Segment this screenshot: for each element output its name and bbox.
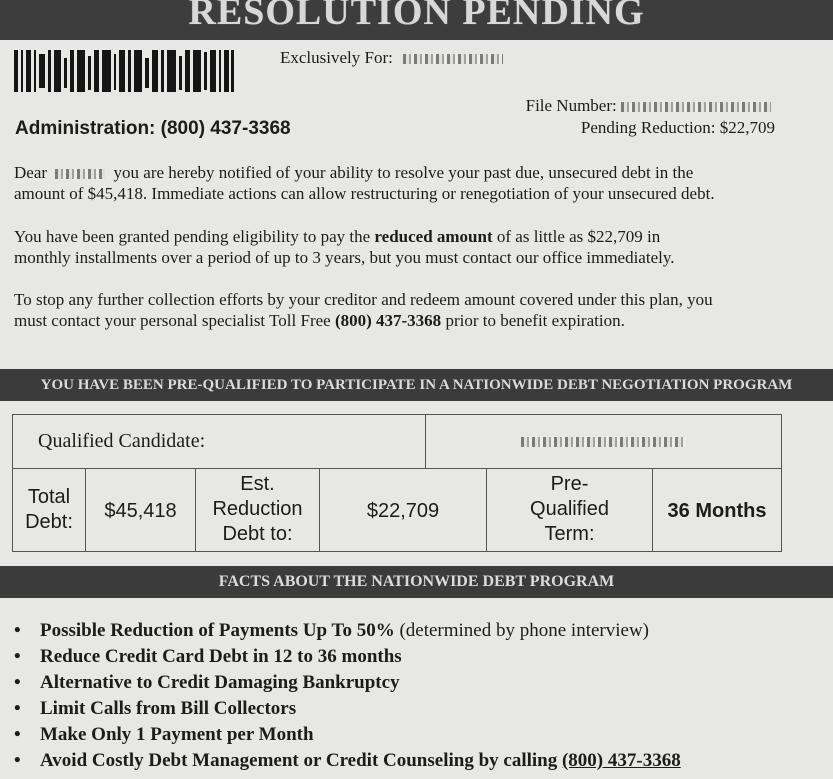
reduced-amount-emphasis: reduced amount <box>374 227 493 246</box>
total-debt-label-line-2: Debt: <box>25 511 73 533</box>
fact-5: Make Only 1 Payment per Month <box>40 724 314 745</box>
file-number <box>526 96 771 116</box>
list-item <box>14 698 824 724</box>
file-number-label: File Number: <box>525 96 617 115</box>
candidate-label: Qualified Candidate: <box>38 430 206 452</box>
candidate-name-cell <box>425 414 782 469</box>
fact-1: Possible Reduction of Payments Up To 50% <box>40 620 395 641</box>
list-item-text <box>40 620 649 642</box>
total-debt-value: $45,418 <box>104 500 177 522</box>
est-reduction-label-line-1: Est. <box>240 473 275 495</box>
list-item <box>14 620 824 646</box>
pending-reduction <box>581 118 775 138</box>
prequalified-term-label-line-1: Pre- <box>550 473 589 495</box>
facts-list <box>14 620 824 776</box>
title-band <box>0 0 833 40</box>
redacted-name <box>403 54 503 64</box>
est-reduction-label-line-2: Reduction <box>212 498 303 520</box>
barcode-image <box>12 48 236 94</box>
paragraph-3-line-1: To stop any further collection efforts by your creditor and redeem amount covered under this plan, you <box>14 290 713 309</box>
paragraph-3-part-1: must contact your personal specialist Toll Free <box>14 311 331 330</box>
fact-6-phone: (800) 437-3368 <box>561 750 681 771</box>
prequalified-term-label-line-3: Term: <box>544 523 595 545</box>
exclusively-for-label: Exclusively For: <box>280 48 393 67</box>
bullet-icon: • <box>14 724 21 745</box>
page-title: RESOLUTION PENDING <box>188 0 645 33</box>
bullet-icon: • <box>14 750 21 771</box>
total-debt-label-line-1: Total <box>27 486 71 508</box>
toll-free-phone: (800) 437-3368 <box>334 311 442 330</box>
total-debt-label <box>13 485 85 535</box>
paragraph-1 <box>14 162 774 204</box>
candidate-label-cell <box>12 414 426 469</box>
paragraph-1-line-2: amount of $45,418. Immediate actions can allow restructuring or renegotiation of your unsecured debt. <box>14 184 715 203</box>
facts-banner <box>0 566 833 598</box>
paragraph-2-line-2: monthly installments over a period of up to 3 years, but you must contact our office immediately. <box>14 248 675 267</box>
paragraph-3 <box>14 289 774 331</box>
list-item <box>14 724 824 750</box>
salutation: Dear <box>14 163 48 182</box>
est-reduction-label-cell <box>195 468 320 552</box>
prequalified-term-value: 36 Months <box>667 500 767 522</box>
pending-reduction-label: Pending Reduction: <box>580 118 716 137</box>
list-item-text <box>40 750 681 772</box>
est-reduction-value: $22,709 <box>366 500 440 522</box>
fact-6: Avoid Costly Debt Management or Credit Counseling by calling <box>40 750 558 771</box>
est-reduction-label-line-3: Debt to: <box>222 523 293 545</box>
redacted-file-number <box>621 102 771 112</box>
total-debt-label-cell <box>12 468 86 552</box>
fact-1-note: (determined by phone interview) <box>399 620 650 641</box>
prequalified-term-label-line-2: Qualified <box>530 498 609 520</box>
prequalified-term-value-cell <box>652 468 782 552</box>
redacted-first-name <box>55 169 105 179</box>
paragraph-3-part-2: prior to benefit expiration. <box>445 311 625 330</box>
prequalified-banner-text: YOU HAVE BEEN PRE-QUALIFIED TO PARTICIPATE IN A NATIONWIDE DEBT NEGOTIATION PROGRAM <box>40 377 793 393</box>
list-item <box>14 750 824 776</box>
bullet-icon: • <box>14 672 21 693</box>
paragraph-2-part-2: of as little as $22,709 in <box>496 227 661 246</box>
list-item <box>14 646 824 672</box>
fact-2: Reduce Credit Card Debt in 12 to 36 months <box>40 646 402 667</box>
total-debt-value-cell <box>85 468 196 552</box>
paragraph-2-part-1: You have been granted pending eligibility to pay the <box>14 227 371 246</box>
prequalified-term-label <box>487 472 652 547</box>
list-item <box>14 672 824 698</box>
fact-3: Alternative to Credit Damaging Bankruptcy <box>40 672 400 693</box>
est-reduction-value-cell <box>319 468 487 552</box>
facts-banner-text: FACTS ABOUT THE NATIONWIDE DEBT PROGRAM <box>218 573 615 590</box>
exclusively-for <box>280 48 503 68</box>
prequalified-term-label-cell <box>486 468 653 552</box>
est-reduction-label <box>196 472 319 547</box>
bullet-icon: • <box>14 698 21 719</box>
fact-4: Limit Calls from Bill Collectors <box>40 698 297 719</box>
pending-reduction-value: $22,709 <box>719 118 775 137</box>
prequalified-banner <box>0 369 833 401</box>
paragraph-1-line-1: you are hereby notified of your ability to resolve your past due, unsecured debt in the <box>113 163 694 182</box>
paragraph-2 <box>14 226 774 268</box>
redacted-candidate-name <box>521 437 686 447</box>
bullet-icon: • <box>14 620 21 641</box>
bullet-icon: • <box>14 646 21 667</box>
administration-phone: Administration: (800) 437-3368 <box>15 118 291 139</box>
